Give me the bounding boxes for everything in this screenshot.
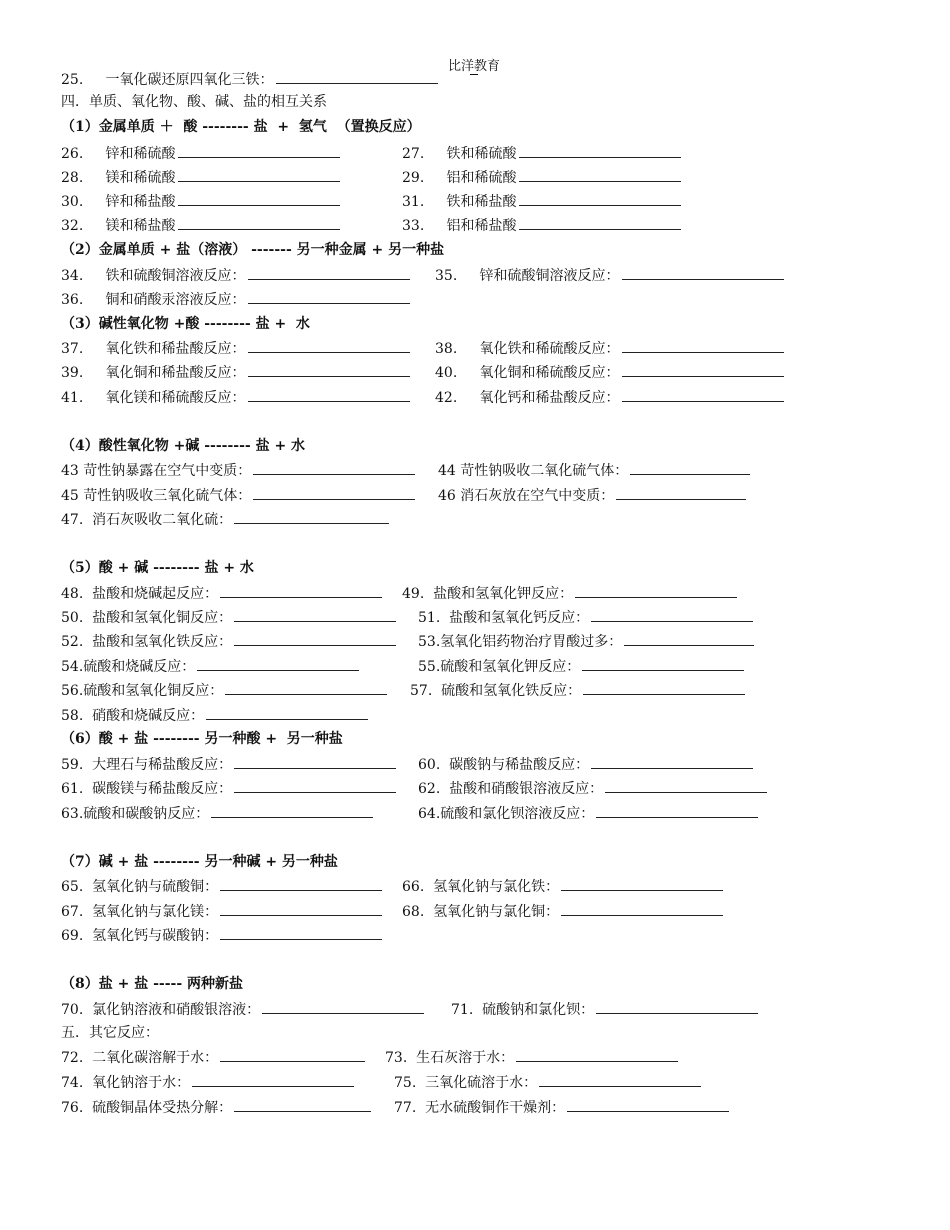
item-text: 63.硫酸和碳酸钠反应： (61, 806, 210, 822)
item-text: 61. 碳酸镁与稀盐酸反应： (61, 781, 233, 797)
question-item (435, 362, 784, 383)
heading-text (61, 974, 243, 994)
item-text: 32. 镁和稀盐酸 (61, 218, 176, 234)
answer-blank[interactable] (220, 1047, 365, 1062)
item-text: 38. 氧化铁和稀硫酸反应： (435, 341, 620, 357)
item-text: 41. 氧化镁和稀硫酸反应： (61, 390, 246, 406)
question-item (61, 1047, 365, 1068)
question-item (402, 876, 723, 897)
item-text: （4）酸性氧化物 +碱 -------- 盐 + 水 (61, 438, 306, 454)
question-item (61, 607, 396, 628)
question-item (61, 338, 410, 359)
item-text: （8）盐 + 盐 ----- 两种新盐 (61, 976, 244, 992)
item-text: 42. 氧化钙和稀盐酸反应： (435, 390, 620, 406)
question-item (394, 1072, 701, 1093)
item-text: 34. 铁和硫酸铜溶液反应： (61, 268, 246, 284)
item-text: 45 苛性钠吸收三氧化硫气体： (61, 488, 252, 504)
item-text: 25. 一氧化碳还原四氧化三铁： (61, 72, 274, 88)
question-item (402, 143, 681, 164)
answer-blank[interactable] (561, 876, 723, 891)
item-text: 57. 硫酸和氢氧化铁反应： (410, 683, 582, 699)
question-item (61, 387, 410, 408)
question-item (402, 191, 681, 212)
question-item (402, 583, 737, 604)
question-item (61, 876, 382, 897)
item-text: （7）碱 + 盐 -------- 另一种碱 + 另一种盐 (61, 854, 338, 870)
item-text: 35. 锌和硫酸铜溶液反应： (435, 268, 620, 284)
item-text: （6）酸 + 盐 -------- 另一种酸 + 另一种盐 (61, 731, 343, 747)
answer-blank[interactable] (206, 705, 368, 720)
question-item (61, 778, 396, 799)
answer-blank[interactable] (519, 191, 681, 206)
answer-blank[interactable] (622, 265, 784, 280)
item-text: 64.硫酸和氯化钡溶液反应： (418, 806, 595, 822)
answer-blank[interactable] (220, 901, 382, 916)
answer-blank[interactable] (253, 460, 415, 475)
question-item (385, 1047, 678, 1068)
item-text: 65. 氢氧化钠与硫酸铜： (61, 879, 219, 895)
question-item (61, 167, 340, 188)
answer-blank[interactable] (211, 803, 373, 818)
answer-blank[interactable] (561, 901, 723, 916)
question-item (61, 680, 387, 701)
answer-blank[interactable] (519, 143, 681, 158)
item-text: 47. 消石灰吸收二氧化硫： (61, 512, 233, 528)
answer-blank[interactable] (178, 215, 340, 230)
answer-blank[interactable] (220, 583, 382, 598)
item-text: 26. 锌和稀硫酸 (61, 146, 176, 162)
answer-blank[interactable] (630, 460, 750, 475)
question-item (61, 705, 368, 726)
question-item (61, 362, 410, 383)
item-text: 67. 氢氧化钠与氯化镁： (61, 904, 219, 920)
question-item (418, 656, 744, 677)
question-item (61, 143, 340, 164)
answer-blank[interactable] (248, 362, 410, 377)
item-text: （2）金属单质 + 盐（溶液） ------- 另一种金属 + 另一种盐 (61, 242, 445, 258)
question-item (61, 191, 340, 212)
answer-blank[interactable] (248, 338, 410, 353)
item-text: 四．单质、氧化物、酸、碱、盐的相互关系 (61, 94, 327, 110)
question-item (438, 460, 750, 481)
heading-text (61, 1023, 159, 1043)
question-item (61, 754, 396, 775)
item-text: 75. 三氧化硫溶于水： (394, 1075, 538, 1091)
item-text: 37. 氧化铁和稀盐酸反应： (61, 341, 246, 357)
question-item (61, 999, 424, 1020)
answer-blank[interactable] (622, 387, 784, 402)
item-text: 70. 氯化钠溶液和硝酸银溶液： (61, 1002, 261, 1018)
item-text: 46 消石灰放在空气中变质： (438, 488, 615, 504)
heading-text (61, 314, 310, 334)
question-item (418, 754, 753, 775)
answer-blank[interactable] (624, 631, 754, 646)
answer-blank[interactable] (220, 876, 382, 891)
item-text: 54.硫酸和烧碱反应： (61, 659, 196, 675)
question-item (402, 167, 681, 188)
question-item (435, 338, 784, 359)
item-text: 29. 铝和稀硫酸 (402, 170, 517, 186)
question-item (61, 69, 438, 90)
answer-blank[interactable] (192, 1072, 354, 1087)
answer-blank[interactable] (583, 680, 745, 695)
item-text: 60. 碳酸钠与稀盐酸反应： (418, 757, 590, 773)
answer-blank[interactable] (253, 485, 415, 500)
item-text: 31. 铁和稀盐酸 (402, 194, 517, 210)
answer-blank[interactable] (197, 656, 359, 671)
answer-blank[interactable] (225, 680, 387, 695)
item-text: 74. 氧化钠溶于水： (61, 1075, 191, 1091)
item-text: 55.硫酸和氢氧化钾反应： (418, 659, 581, 675)
question-item (61, 509, 389, 530)
heading-text (61, 117, 421, 137)
question-item (418, 803, 758, 824)
question-item (61, 265, 410, 286)
answer-blank[interactable] (234, 509, 389, 524)
answer-blank[interactable] (591, 754, 753, 769)
question-item (394, 1097, 729, 1118)
item-text: 59. 大理石与稀盐酸反应： (61, 757, 233, 773)
answer-blank[interactable] (234, 631, 396, 646)
answer-blank[interactable] (582, 656, 744, 671)
item-text: 五．其它反应： (61, 1025, 159, 1041)
question-item (61, 1097, 371, 1118)
answer-blank[interactable] (519, 167, 681, 182)
item-text: 68. 氢氧化钠与氯化铜： (402, 904, 560, 920)
item-text: （1）金属单质 ＋ 酸 -------- 盐 + 氢气 （置换反应） (61, 119, 421, 135)
question-item (435, 265, 784, 286)
item-text: 44 苛性钠吸收二氧化硫气体： (438, 463, 629, 479)
item-text: 27. 铁和稀硫酸 (402, 146, 517, 162)
answer-blank[interactable] (248, 387, 410, 402)
answer-blank[interactable] (622, 362, 784, 377)
question-item (418, 778, 767, 799)
question-item (410, 680, 745, 701)
item-text: 50. 盐酸和氢氧化铜反应： (61, 610, 233, 626)
item-text: 58. 硝酸和烧碱反应： (61, 708, 205, 724)
answer-blank[interactable] (220, 925, 382, 940)
item-text: 72. 二氧化碳溶解于水： (61, 1050, 219, 1066)
question-item (61, 583, 382, 604)
question-item (435, 387, 784, 408)
answer-blank[interactable] (262, 999, 424, 1014)
answer-blank[interactable] (539, 1072, 701, 1087)
answer-blank[interactable] (519, 215, 681, 230)
item-text: 66. 氢氧化钠与氯化铁： (402, 879, 560, 895)
item-text: 71. 硫酸钠和氯化钡： (451, 1002, 595, 1018)
question-item (451, 999, 758, 1020)
item-text: 40. 氧化铜和稀硫酸反应： (435, 365, 620, 381)
answer-blank[interactable] (234, 754, 396, 769)
answer-blank[interactable] (178, 167, 340, 182)
question-item (61, 215, 340, 236)
answer-blank[interactable] (575, 583, 737, 598)
item-text: 30. 锌和稀盐酸 (61, 194, 176, 210)
question-item (402, 215, 681, 236)
item-text: （3）碱性氧化物 +酸 -------- 盐 + 水 (61, 316, 310, 332)
question-item (438, 485, 746, 506)
item-text: 62. 盐酸和硝酸银溶液反应： (418, 781, 604, 797)
question-item (418, 607, 753, 628)
question-item (61, 289, 410, 310)
heading-text (61, 729, 343, 749)
item-text: （5）酸 + 碱 -------- 盐 + 水 (61, 560, 254, 576)
item-text: 76. 硫酸铜晶体受热分解： (61, 1100, 233, 1116)
answer-blank[interactable] (591, 607, 753, 622)
answer-blank[interactable] (234, 1097, 371, 1112)
item-text: 56.硫酸和氢氧化铜反应： (61, 683, 224, 699)
question-item (61, 631, 396, 652)
answer-blank[interactable] (596, 803, 758, 818)
item-text: 48. 盐酸和烧碱起反应： (61, 586, 219, 602)
heading-text (61, 92, 327, 112)
answer-blank[interactable] (567, 1097, 729, 1112)
answer-blank[interactable] (178, 191, 340, 206)
item-text: 51. 盐酸和氢氧化钙反应： (418, 610, 590, 626)
answer-blank[interactable] (605, 778, 767, 793)
question-item (61, 656, 359, 677)
item-text: 43 苛性钠暴露在空气中变质： (61, 463, 252, 479)
answer-blank[interactable] (516, 1047, 678, 1062)
item-text: 53.氢氧化铝药物治疗胃酸过多： (418, 634, 623, 650)
item-text: 73. 生石灰溶于水： (385, 1050, 515, 1066)
answer-blank[interactable] (616, 485, 746, 500)
answer-blank[interactable] (178, 143, 340, 158)
answer-blank[interactable] (248, 289, 410, 304)
page-header: 比洋教育 (448, 59, 501, 74)
question-item (402, 901, 723, 922)
item-text: 77. 无水硫酸铜作干燥剂： (394, 1100, 566, 1116)
item-text: 28. 镁和稀硫酸 (61, 170, 176, 186)
question-item (61, 803, 373, 824)
answer-blank[interactable] (596, 999, 758, 1014)
question-item (418, 631, 754, 652)
answer-blank[interactable] (622, 338, 784, 353)
item-text: 52. 盐酸和氢氧化铁反应： (61, 634, 233, 650)
item-text: 33. 铝和稀盐酸 (402, 218, 517, 234)
answer-blank[interactable] (234, 778, 396, 793)
answer-blank[interactable] (248, 265, 410, 280)
answer-blank[interactable] (234, 607, 396, 622)
question-item (61, 925, 382, 946)
heading-text (61, 852, 338, 872)
question-item (61, 1072, 354, 1093)
item-text: 49. 盐酸和氢氧化钾反应： (402, 586, 574, 602)
header-mark (470, 62, 478, 75)
answer-blank[interactable] (276, 69, 438, 84)
heading-text (61, 558, 254, 578)
item-text: 39. 氧化铜和稀盐酸反应： (61, 365, 246, 381)
question-item (61, 460, 415, 481)
question-item (61, 485, 415, 506)
item-text: 36. 铜和硝酸汞溶液反应： (61, 292, 246, 308)
question-item (61, 901, 382, 922)
heading-text (61, 436, 305, 456)
item-text: 69. 氢氧化钙与碳酸钠： (61, 928, 219, 944)
heading-text (61, 240, 444, 260)
